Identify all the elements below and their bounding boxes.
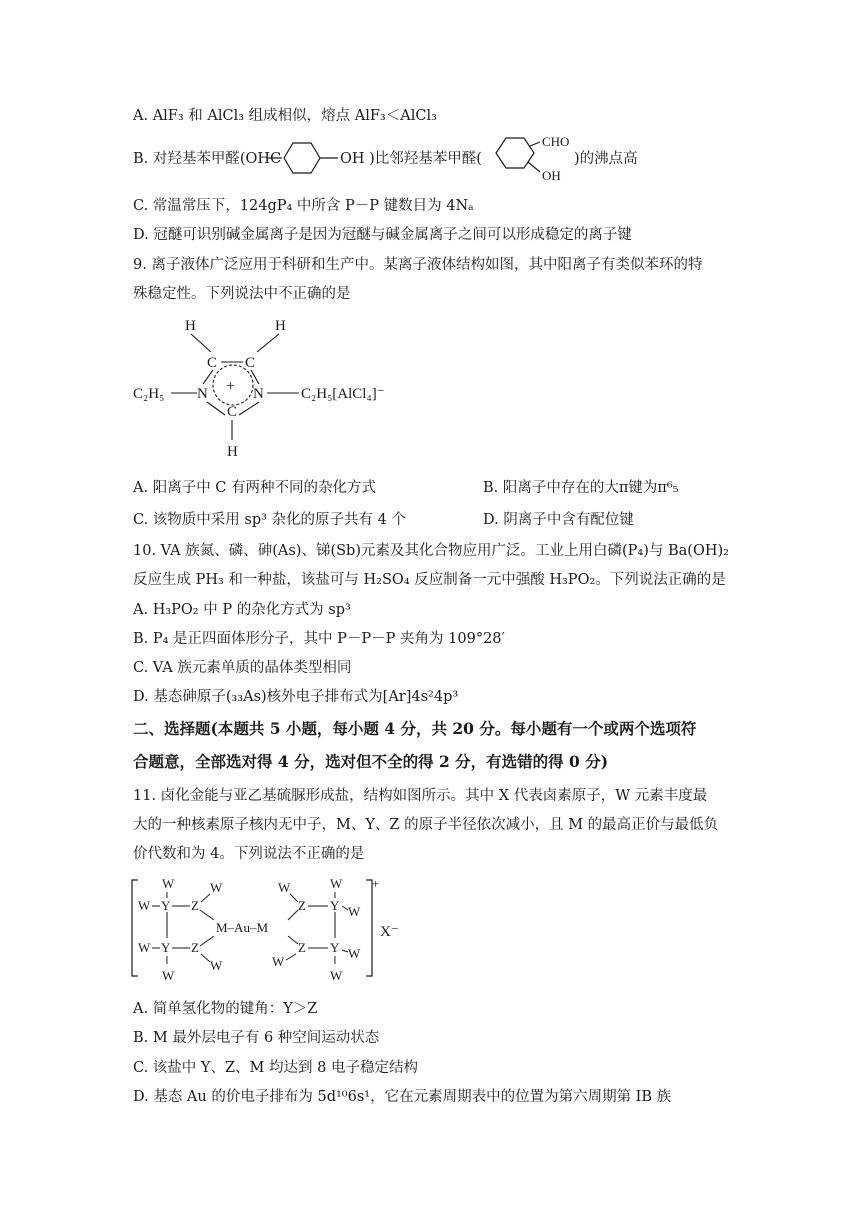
q11-option-c: C. 该盐中 Y、Z、M 均达到 8 电子稳定结构 bbox=[133, 1060, 418, 1076]
q9-stem-line-2: 殊稳定性。下列说法中不正确的是 bbox=[133, 286, 351, 302]
q8-option-a: A. AlF₃ 和 AlCl₃ 组成相似，熔点 AlF₃＜AlCl₃ bbox=[133, 108, 437, 124]
svg-text:W: W bbox=[138, 898, 151, 913]
q11-option-b: B. M 最外层电子有 6 种空间运动状态 bbox=[133, 1030, 380, 1046]
svg-text:C: C bbox=[207, 355, 218, 371]
svg-text:H: H bbox=[275, 318, 286, 334]
svg-text:X⁻: X⁻ bbox=[380, 924, 399, 940]
q11-option-d: D. 基态 Au 的价电子排布为 5d¹⁰6s¹，它在元素周期表中的位置为第六周期第 IB 族 bbox=[133, 1089, 672, 1105]
q11-option-a: A. 简单氢化物的键角：Y＞Z bbox=[133, 1001, 318, 1017]
q10-option-d: D. 基态砷原子(₃₃As)核外电子排布式为[Ar]4s²4p³ bbox=[133, 689, 459, 705]
q8-option-b-middle: OH )比邻羟基苯甲醛( bbox=[340, 151, 482, 167]
svg-text:Z: Z bbox=[298, 940, 306, 955]
svg-text:Y: Y bbox=[330, 940, 340, 955]
svg-text:N: N bbox=[197, 386, 208, 402]
svg-text:W: W bbox=[348, 946, 361, 961]
q11-stem-line-2: 大的一种核素原子核内无中子，M、Y、Z 的原子半径依次减小，且 M 的最高正价与最低负 bbox=[133, 817, 719, 833]
svg-text:C₂H₅: C₂H₅ bbox=[133, 386, 165, 402]
svg-text:Y: Y bbox=[330, 898, 340, 913]
q9-option-b: B. 阳离子中存在的大π键为π⁶₅ bbox=[483, 480, 679, 496]
svg-text:N: N bbox=[253, 386, 264, 402]
gold-complex-structure bbox=[128, 872, 408, 990]
svg-text:W: W bbox=[330, 876, 343, 891]
svg-text:W: W bbox=[272, 954, 285, 969]
ionic-liquid-structure bbox=[133, 312, 463, 462]
q9-stem-line-1: 9. 离子液体广泛应用于科研和生产中。某离子液体结构如图，其中阳离子有类似苯环的特 bbox=[133, 257, 703, 273]
svg-text:Z: Z bbox=[298, 898, 306, 913]
q10-option-b: B. P₄ 是正四面体形分子，其中 P－P－P 夹角为 109°28′ bbox=[133, 631, 505, 647]
q8-option-c: C. 常温常压下，124gP₄ 中所含 P－P 键数目为 4Nₐ bbox=[133, 198, 474, 214]
svg-text:W: W bbox=[138, 940, 151, 955]
svg-text:+: + bbox=[226, 378, 236, 395]
svg-text:W: W bbox=[278, 880, 291, 895]
q8-option-b-suffix: )的沸点高 bbox=[574, 151, 638, 167]
section-2-heading-line-2: 合题意，全部选对得 4 分，选对但不全的得 2 分，有选错的得 0 分) bbox=[133, 752, 609, 771]
svg-text:C: C bbox=[227, 404, 238, 420]
q10-stem-line-2: 反应生成 PH₃ 和一种盐，该盐可与 H₂SO₄ 反应制备一元中强酸 H₃PO₂。下列说法正确的是 bbox=[133, 572, 726, 588]
q11-stem-line-1: 11. 卤化金能与亚乙基硫脲形成盐，结构如图所示。其中 X 代表卤素原子，W 元素丰度最 bbox=[133, 788, 708, 804]
q10-option-a: A. H₃PO₂ 中 P 的杂化方式为 sp³ bbox=[133, 602, 351, 618]
q8-option-d: D. 冠醚可识别碱金属离子是因为冠醚与碱金属离子之间可以形成稳定的离子键 bbox=[133, 227, 632, 243]
q10-option-c: C. VA 族元素单质的晶体类型相同 bbox=[133, 660, 352, 676]
ortho-oh-label: OH bbox=[542, 168, 561, 183]
svg-text:+: + bbox=[372, 876, 380, 891]
ortho-cho-label: CHO bbox=[542, 134, 570, 149]
q8-option-b-prefix: B. 对羟基苯甲醛(OHC bbox=[133, 151, 282, 167]
svg-text:W: W bbox=[162, 968, 175, 983]
q10-stem-line-1: 10. VA 族氮、磷、砷(As)、锑(Sb)元素及其化合物应用广泛。工业上用白磷(P₄)与 Ba(OH)₂ bbox=[133, 543, 729, 559]
q9-option-c: C. 该物质中采用 sp³ 杂化的原子共有 4 个 bbox=[133, 512, 406, 528]
svg-text:H: H bbox=[185, 318, 196, 334]
section-2-heading-line-1: 二、选择题(本题共 5 小题，每小题 4 分，共 20 分。每小题有一个或两个选项符 bbox=[133, 719, 697, 738]
svg-text:W: W bbox=[210, 880, 223, 895]
svg-text:Y: Y bbox=[161, 940, 171, 955]
svg-text:C₂H₅[AlCl₄]⁻: C₂H₅[AlCl₄]⁻ bbox=[301, 386, 385, 402]
svg-text:M–Au–M: M–Au–M bbox=[216, 920, 269, 935]
q11-stem-line-3: 价代数和为 4。下列说法不正确的是 bbox=[133, 846, 365, 862]
svg-text:Y: Y bbox=[161, 898, 171, 913]
svg-text:H: H bbox=[227, 444, 238, 460]
q9-option-d: D. 阴离子中含有配位键 bbox=[483, 512, 634, 528]
svg-text:W: W bbox=[162, 876, 175, 891]
svg-text:Z: Z bbox=[191, 940, 199, 955]
svg-text:W: W bbox=[330, 968, 343, 983]
svg-text:W: W bbox=[348, 904, 361, 919]
ortho-hydroxybenzaldehyde-structure bbox=[482, 128, 582, 186]
q9-option-a: A. 阳离子中 C 有两种不同的杂化方式 bbox=[133, 480, 377, 496]
svg-text:C: C bbox=[245, 355, 256, 371]
svg-text:W: W bbox=[210, 958, 223, 973]
svg-text:Z: Z bbox=[191, 898, 199, 913]
